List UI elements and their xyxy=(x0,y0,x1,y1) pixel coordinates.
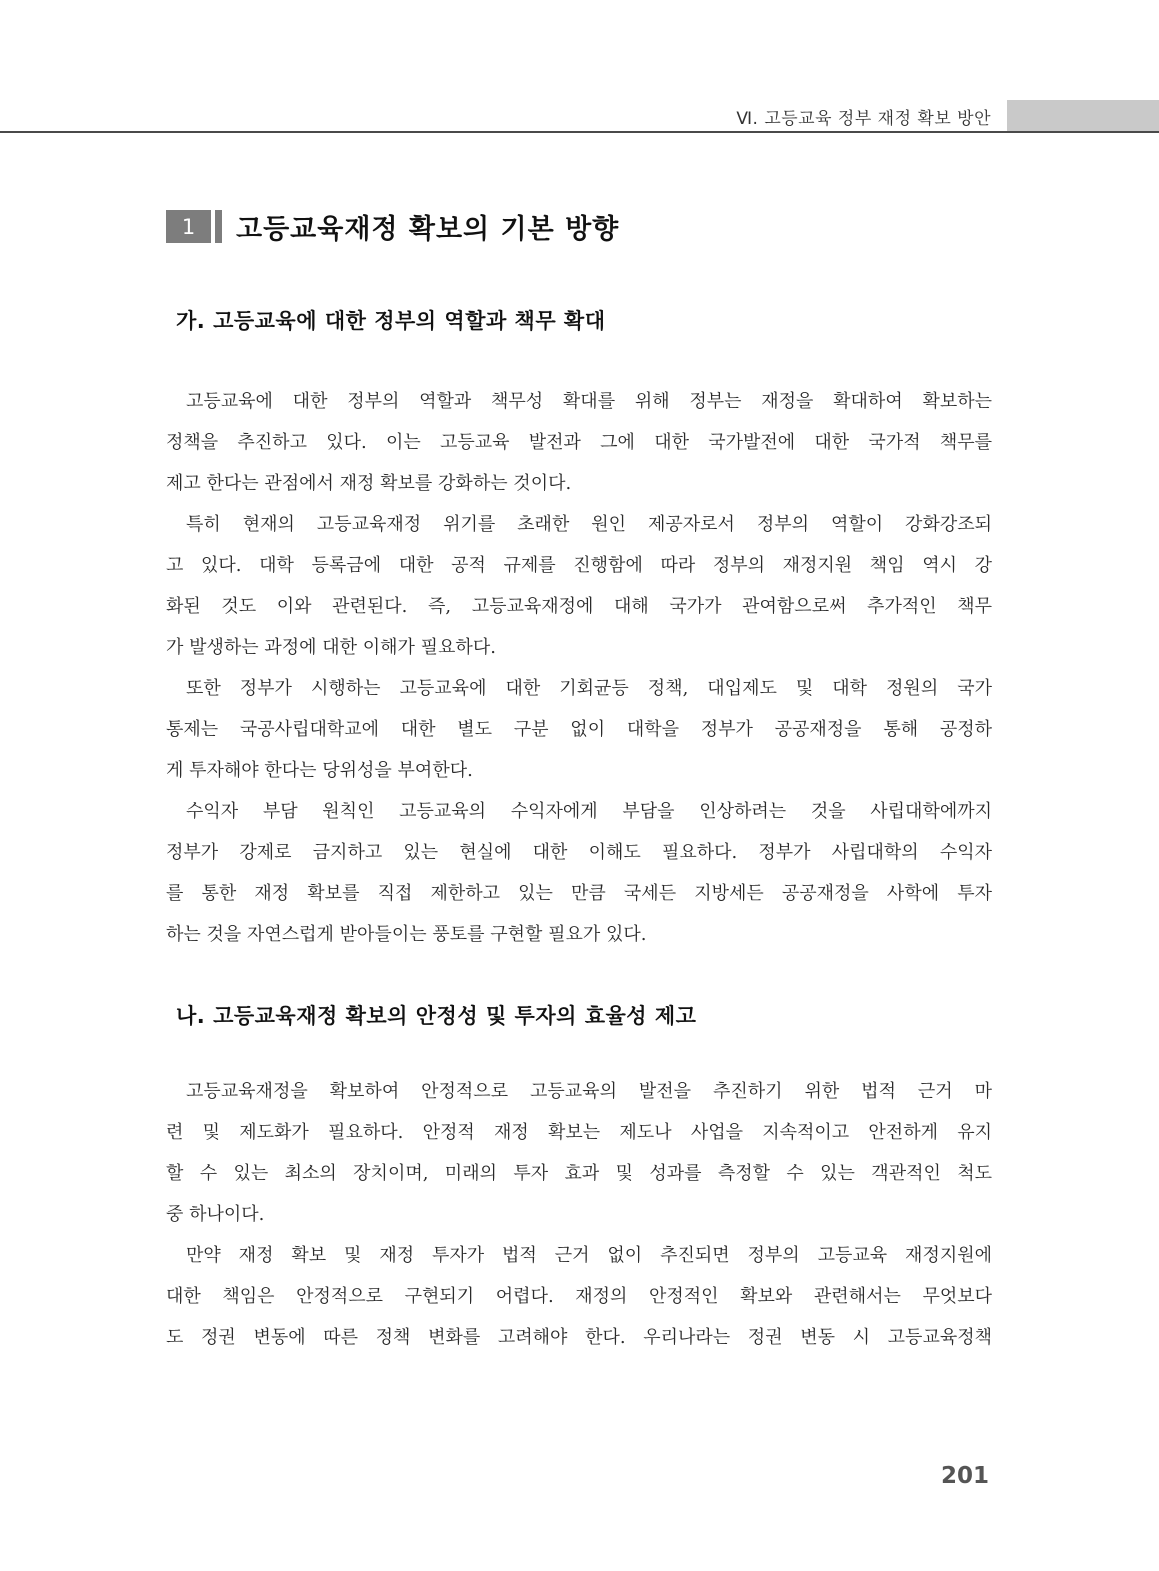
body-line: 게 투자해야 한다는 당위성을 부여한다. xyxy=(166,760,473,781)
body-line: 만약 재정 확보 및 재정 투자가 법적 근거 없이 추진되면 정부의 고등교육 재정지원에 xyxy=(186,1245,992,1266)
body-line: 고등교육에 대한 정부의 역할과 책무성 확대를 위해 정부는 재정을 확대하여 확보하는 xyxy=(186,391,992,412)
body-line: 대한 책임은 안정적으로 구현되기 어렵다. 재정의 안정적인 확보와 관련해서는 무엇보다 xyxy=(166,1286,992,1307)
subsection-heading-ga: 가. 고등교육에 대한 정부의 역할과 책무 확대 xyxy=(176,309,606,333)
subsection-body-ga xyxy=(166,381,992,955)
body-line: 특히 현재의 고등교육재정 위기를 초래한 원인 제공자로서 정부의 역할이 강화강조되 xyxy=(186,514,992,535)
body-line: 통제는 국공사립대학교에 대한 별도 구분 없이 대학을 정부가 공공재정을 통해 공정하 xyxy=(166,719,992,740)
body-line: 할 수 있는 최소의 장치이며, 미래의 투자 효과 및 성과를 측정할 수 있는 객관적인 척도 xyxy=(166,1163,992,1184)
body-line: 고 있다. 대학 등록금에 대한 공적 규제를 진행함에 따라 정부의 재정지원 책임 역시 강 xyxy=(166,555,992,576)
section-number-bar xyxy=(215,210,222,243)
body-line: 정책을 추진하고 있다. 이는 고등교육 발전과 그에 대한 국가발전에 대한 국가적 책무를 xyxy=(166,432,992,453)
body-line: 를 통한 재정 확보를 직접 제한하고 있는 만큼 국세든 지방세든 공공재정을 사학에 투자 xyxy=(166,883,992,904)
body-line: 화된 것도 이와 관련된다. 즉, 고등교육재정에 대해 국가가 관여함으로써 추가적인 책무 xyxy=(166,596,992,617)
section-number-badge: 1 xyxy=(166,210,211,243)
body-line: 도 정권 변동에 따른 정책 변화를 고려해야 한다. 우리나라는 정권 변동 시 고등교육정책 xyxy=(166,1327,992,1348)
page-number: 201 xyxy=(940,1463,989,1489)
section-title: 고등교육재정 확보의 기본 방향 xyxy=(236,214,620,245)
body-line: 수익자 부담 원칙인 고등교육의 수익자에게 부담을 인상하려는 것을 사립대학에까지 xyxy=(186,801,992,822)
running-header-text: Ⅵ. 고등교육 정부 재정 확보 방안 xyxy=(736,109,991,129)
running-header-bar xyxy=(1007,100,1159,131)
body-line: 가 발생하는 과정에 대한 이해가 필요하다. xyxy=(166,637,496,658)
running-header-rule xyxy=(0,131,1159,133)
body-line: 제고 한다는 관점에서 재정 확보를 강화하는 것이다. xyxy=(166,473,572,494)
body-line: 하는 것을 자연스럽게 받아들이는 풍토를 구현할 필요가 있다. xyxy=(166,924,647,945)
body-line: 또한 정부가 시행하는 고등교육에 대한 기회균등 정책, 대입제도 및 대학 정원의 국가 xyxy=(186,678,992,699)
body-line: 중 하나이다. xyxy=(166,1204,265,1225)
body-line: 정부가 강제로 금지하고 있는 현실에 대한 이해도 필요하다. 정부가 사립대학의 수익자 xyxy=(166,842,992,863)
body-line: 고등교육재정을 확보하여 안정적으로 고등교육의 발전을 추진하기 위한 법적 근거 마 xyxy=(186,1081,992,1102)
subsection-body-na xyxy=(166,1071,992,1358)
body-line: 련 및 제도화가 필요하다. 안정적 재정 확보는 제도나 사업을 지속적이고 안전하게 유지 xyxy=(166,1122,992,1143)
subsection-heading-na: 나. 고등교육재정 확보의 안정성 및 투자의 효율성 제고 xyxy=(176,1004,697,1028)
section-heading xyxy=(166,207,619,246)
running-header xyxy=(0,100,1159,133)
